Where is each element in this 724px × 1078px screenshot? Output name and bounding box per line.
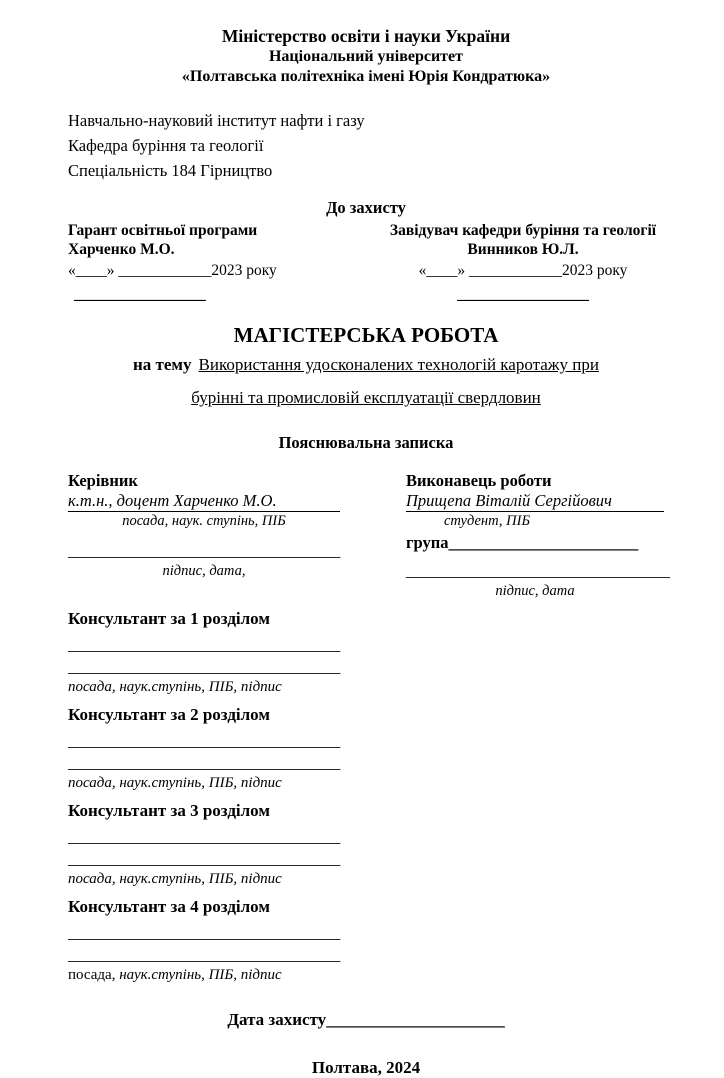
approval-block <box>68 221 664 304</box>
consultant-3-caption: посада, наук.ступінь, ПІБ, підпис <box>68 871 282 887</box>
consultant-1-caption: посада, наук.ступінь, ПІБ, підпис <box>68 679 282 695</box>
thesis-type-title: МАГІСТЕРСЬКА РОБОТА <box>233 323 499 347</box>
consultant-4-blank-2: _________________________________ <box>68 945 341 964</box>
head-of-department-name: Винников Ю.Л. <box>467 241 579 258</box>
consultant-3-blank-2: _________________________________ <box>68 849 341 868</box>
group-line <box>406 532 664 554</box>
department-name: Кафедра буріння та геології <box>68 136 264 155</box>
consultant-1-blank-1: _________________________________ <box>68 635 341 654</box>
consultant-2-blank-2: _________________________________ <box>68 753 341 772</box>
group-label: група <box>406 533 449 552</box>
executor-block <box>406 471 670 601</box>
executor-name-caption: студент, ПІБ <box>444 513 531 529</box>
supervisor-signature-caption: підпис, дата, <box>162 563 246 579</box>
consultant-1-heading: Консультант за 1 розділом <box>68 609 270 628</box>
defense-date-label: Дата захисту <box>227 1010 327 1029</box>
institute-block <box>68 108 664 183</box>
supervisor-block <box>68 471 340 601</box>
consultant-2-block <box>68 704 344 793</box>
specialty: Спеціальність 184 Гірництво <box>68 161 273 180</box>
approval-left <box>68 221 368 304</box>
explanatory-note-subtitle: Пояснювальна записка <box>278 433 454 452</box>
topic-text-2: бурінні та промисловій експлуатації свердловин <box>191 388 541 407</box>
consultant-4-heading: Консультант за 4 розділом <box>68 897 270 916</box>
topic-line-2 <box>68 387 664 409</box>
guarantor-signature-blank: _________________ <box>74 286 206 303</box>
defense-date-blank: _____________________ <box>326 1010 505 1029</box>
approval-right <box>382 221 664 304</box>
consultant-1-block <box>68 608 344 697</box>
executor-signature-blank: ________________________________ <box>406 561 670 580</box>
consultant-3-block <box>68 800 344 889</box>
consultants-block <box>68 608 344 985</box>
executor-heading: Виконавець роботи <box>406 471 552 490</box>
defense-heading: До захисту <box>326 198 406 217</box>
header-block <box>68 26 664 87</box>
consultant-4-block <box>68 896 344 985</box>
supervisor-name-caption: посада, наук. ступінь, ПІБ <box>122 513 286 529</box>
university-name: Національний університет <box>268 48 463 65</box>
guarantor-role: Гарант освітньої програми <box>68 222 258 239</box>
consultant-2-caption: посада, наук.ступінь, ПІБ, підпис <box>68 775 282 791</box>
group-blank: _______________________ <box>448 533 639 552</box>
guarantor-name: Харченко М.О. <box>68 241 175 258</box>
people-block <box>68 471 670 601</box>
supervisor-signature-blank: _________________________________ <box>68 541 341 560</box>
ministry-name: Міністерство освіти і науки України <box>221 26 511 46</box>
executor-signature-caption: підпис, дата <box>495 583 575 599</box>
city-year: Полтава, 2024 <box>311 1058 421 1077</box>
head-of-department-role: Завідувач кафедри буріння та геології <box>389 222 657 239</box>
consultant-3-heading: Консультант за 3 розділом <box>68 801 270 820</box>
university-full-name: «Полтавська політехніка імені Юрія Кондратюка» <box>181 68 551 85</box>
supervisor-heading: Керівник <box>68 471 138 490</box>
consultant-2-blank-1: _________________________________ <box>68 731 341 750</box>
consultant-4-caption: посада, наук.ступінь, ПІБ, підпис <box>68 967 282 983</box>
topic-line-1 <box>68 354 664 376</box>
executor-name: Прищепа Віталій Сергійович <box>406 491 664 512</box>
consultant-4-blank-1: _________________________________ <box>68 923 341 942</box>
head-signature-blank: _________________ <box>457 286 589 303</box>
consultant-3-blank-1: _________________________________ <box>68 827 341 846</box>
consultant-1-blank-2: _________________________________ <box>68 657 341 676</box>
topic-text-1: Використання удосконалених технологій каротажу при <box>198 355 599 374</box>
consultant-2-heading: Консультант за 2 розділом <box>68 705 270 724</box>
defense-date-line <box>68 1009 664 1031</box>
institute-name: Навчально-науковий інститут нафти і газу <box>68 111 365 130</box>
head-date-blank: «____» ____________2023 року <box>418 262 628 279</box>
guarantor-date-blank: «____» ____________2023 року <box>68 262 277 279</box>
supervisor-name: к.т.н., доцент Харченко М.О. <box>68 491 340 512</box>
topic-label: на тему <box>132 355 192 374</box>
